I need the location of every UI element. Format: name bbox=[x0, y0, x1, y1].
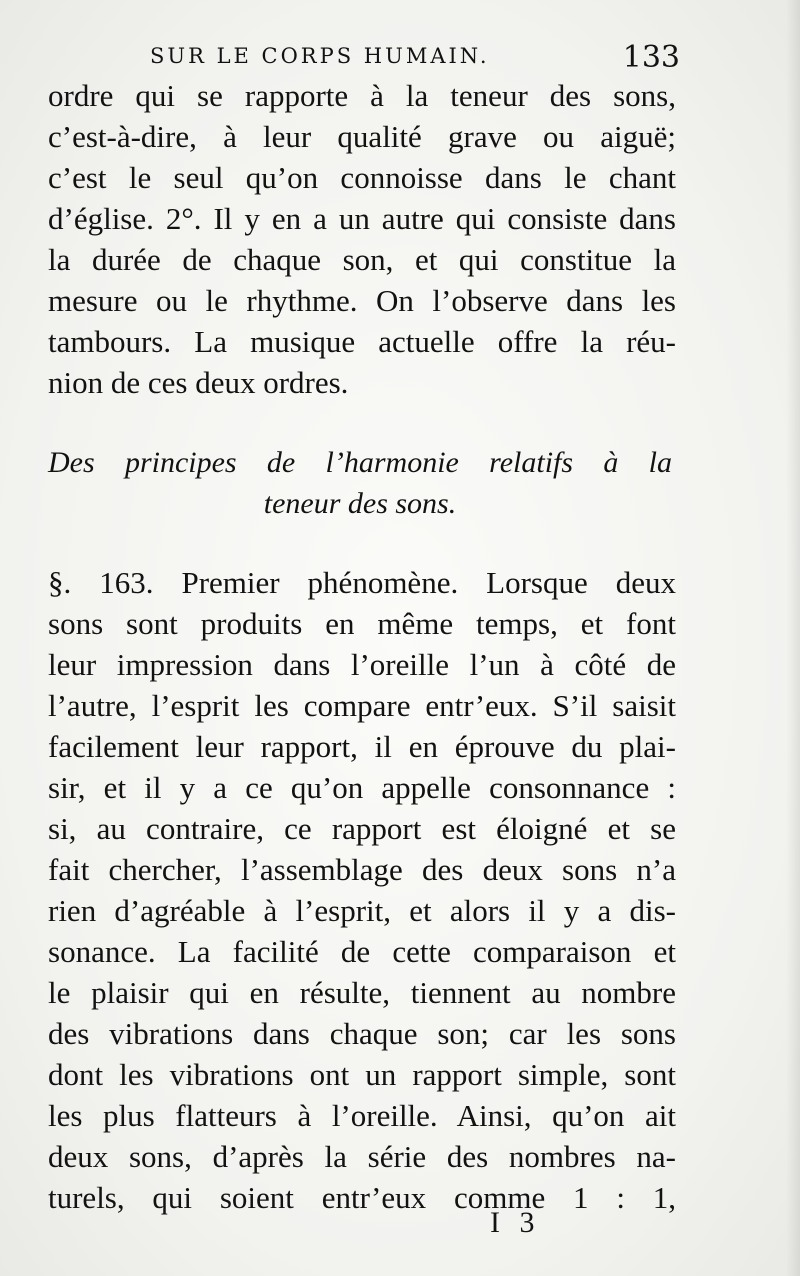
section-heading-line-2: teneur des sons. bbox=[263, 487, 457, 520]
paragraph-1-line: ordre qui se rapporte à la teneur des sons, bbox=[48, 79, 676, 113]
page-gutter-shadow bbox=[786, 0, 800, 1276]
paragraph-2-line: §. 163. Premier phénomène. Lorsque deux bbox=[48, 566, 676, 600]
paragraph-1-line: c’est le seul qu’on connoisse dans le chant bbox=[48, 161, 676, 195]
paragraph-1-line: la durée de chaque son, et qui constitue la bbox=[48, 243, 676, 277]
running-head: SUR LE CORPS HUMAIN. bbox=[150, 44, 490, 68]
paragraph-2-line: rien d’agréable à l’esprit, et alors il y a dis- bbox=[48, 894, 676, 928]
paragraph-1-line: nion de ces deux ordres. bbox=[48, 366, 349, 400]
paragraph-1-line: mesure ou le rhythme. On l’observe dans les bbox=[48, 284, 676, 318]
signature-mark: I 3 bbox=[490, 1206, 541, 1239]
paragraph-2-line: si, au contraire, ce rapport est éloigné et se bbox=[48, 812, 676, 846]
paragraph-2-line: fait chercher, l’assemblage des deux sons n’a bbox=[48, 853, 676, 887]
paragraph-1-line: tambours. La musique actuelle offre la réu- bbox=[48, 325, 676, 359]
paragraph-2-line: sir, et il y a ce qu’on appelle consonnance : bbox=[48, 771, 676, 805]
paragraph-1-line: d’église. 2°. Il y en a un autre qui consiste dans bbox=[48, 202, 676, 236]
paragraph-2-line: deux sons, d’après la série des nombres na- bbox=[48, 1140, 676, 1174]
paragraph-2-line: facilement leur rapport, il en éprouve du plai- bbox=[48, 730, 676, 764]
paragraph-2-line: sonance. La facilité de cette comparaison et bbox=[48, 935, 676, 969]
paragraph-2-line: turels, qui soient entr’eux comme 1 : 1, bbox=[48, 1181, 676, 1215]
paragraph-2-line: leur impression dans l’oreille l’un à côté de bbox=[48, 648, 676, 682]
paragraph-2-line: l’autre, l’esprit les compare entr’eux. S’il saisit bbox=[48, 689, 676, 723]
page-number: 133 bbox=[622, 40, 680, 75]
paragraph-2-line: sons sont produits en même temps, et font bbox=[48, 607, 676, 641]
section-heading-line-1: Des principes de l’harmonie relatifs à la bbox=[48, 446, 672, 479]
paragraph-2-line: dont les vibrations ont un rapport simple, sont bbox=[48, 1058, 676, 1092]
paragraph-2-line: le plaisir qui en résulte, tiennent au nombre bbox=[48, 976, 676, 1010]
paragraph-2-line: des vibrations dans chaque son; car les sons bbox=[48, 1017, 676, 1051]
paragraph-2-line: les plus flatteurs à l’oreille. Ainsi, qu’on ait bbox=[48, 1099, 676, 1133]
page-header bbox=[150, 40, 680, 80]
paragraph-1-line: c’est-à-dire, à leur qualité grave ou aiguë; bbox=[48, 120, 676, 154]
